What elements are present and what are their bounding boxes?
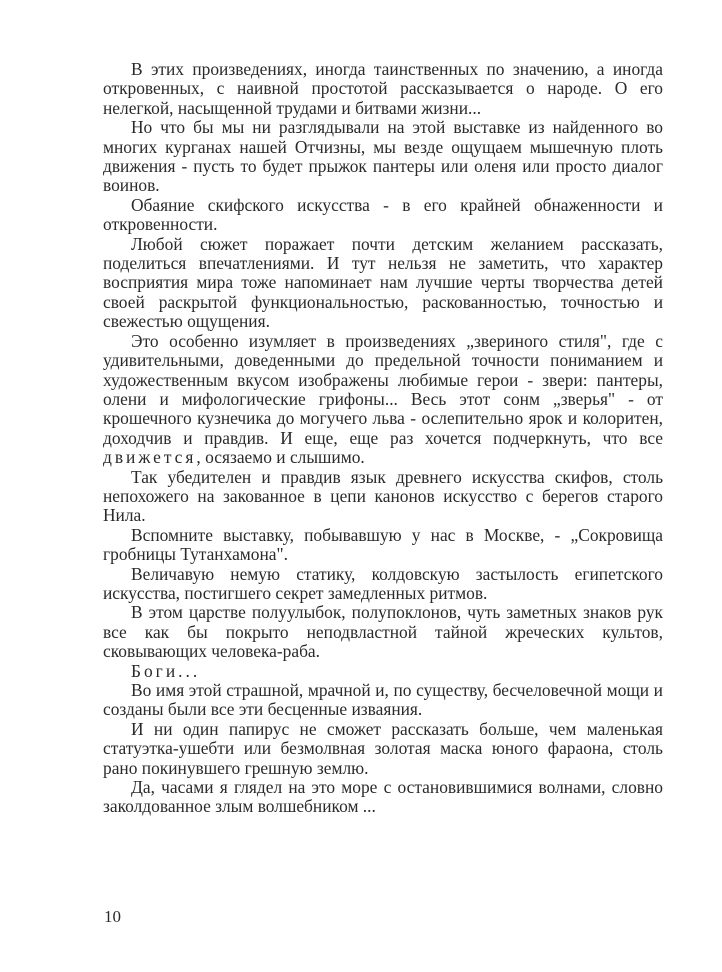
- paragraph-6: Так убедителен и правдив язык древнего искусства скифов, столь непохожего на закованное в цепи канонов искусство с берегов старого Нила.: [103, 466, 663, 526]
- paragraph-11: Во имя этой страшной, мрачной и, по существу, бесчеловечной мощи и созданы были все эти бесценные изваяния.: [103, 680, 663, 720]
- paragraph-2: Но что бы мы ни разглядывали на этой выставке из найденного во многих курганах нашей Отчизны, мы везде ощущаем мышечную плоть движения - пусть то будет прыжок пантеры или оленя или просто диалог воинов.: [103, 117, 663, 196]
- paragraph-10-emphasis: Боги...: [131, 660, 201, 681]
- paragraph-9: В этом царстве полуулыбок, полупоклонов, чуть заметных знаков рук все как бы покрыто неподвластной тайной жреческих культов, сковывающих человека-раба.: [103, 602, 663, 662]
- paragraph-7: Вспомните выставку, побывавшую у нас в Москве, - „Сокровища гробницы Тутанхамона".: [103, 524, 663, 565]
- paragraph-5: [103, 332, 663, 468]
- paragraph-8: Величавую немую статику, колдовскую застылость египетского искусства, постигшего секрет замедленных ритмов.: [103, 563, 663, 603]
- paragraph-5-text-end: , осязаемо и слышимо.: [196, 447, 365, 468]
- paragraph-4: Любой сюжет поражает почти детским желанием рассказать, поделиться впечатлениями. И тут нельзя не заметить, что характер восприятия мира тоже напоминает нам лучшие черты творчества детей своей раскрытой функциональностью, раскованностью, точностью и свежестью ощущения.: [103, 233, 663, 332]
- paragraph-5-text-start: Это особенно изумляет в произведениях „звериного стиля", где с удивительными, доведенными до предельной точности пониманием и художественным вкусом изображены любимые герои - звери: пантеры, олени и мифологические грифоны... Весь этот сонм „зверья" - от крошечного кузнечика до могучего льва - ослепительно ярок и колоритен, доходчив и правдив. И еще, еще раз хочется подчеркнуть, что все: [103, 330, 663, 448]
- paragraph-10: [103, 662, 663, 681]
- page-number: 10: [104, 907, 121, 926]
- paragraph-3: Обаяние скифского искусства - в его крайней обнаженности и откровенности.: [103, 194, 663, 235]
- paragraph-12: И ни один папирус не сможет рассказать больше, чем маленькая статуэтка-ушебти или безмолвная золотая маска юного фараона, столь рано покинувшего грешную землю.: [103, 718, 663, 778]
- text-body: [103, 60, 663, 817]
- paragraph-5-emphasis: движется: [103, 447, 197, 468]
- paragraph-1: В этих произведениях, иногда таинственных по значению, а иногда откровенных, с наивной простотой рассказывается о народе. О его нелегкой, насыщенной трудами и битвами жизни...: [103, 59, 663, 118]
- paragraph-13: Да, часами я глядел на это море с остановившимися волнами, словно заколдованное злым волшебником ...: [103, 777, 663, 817]
